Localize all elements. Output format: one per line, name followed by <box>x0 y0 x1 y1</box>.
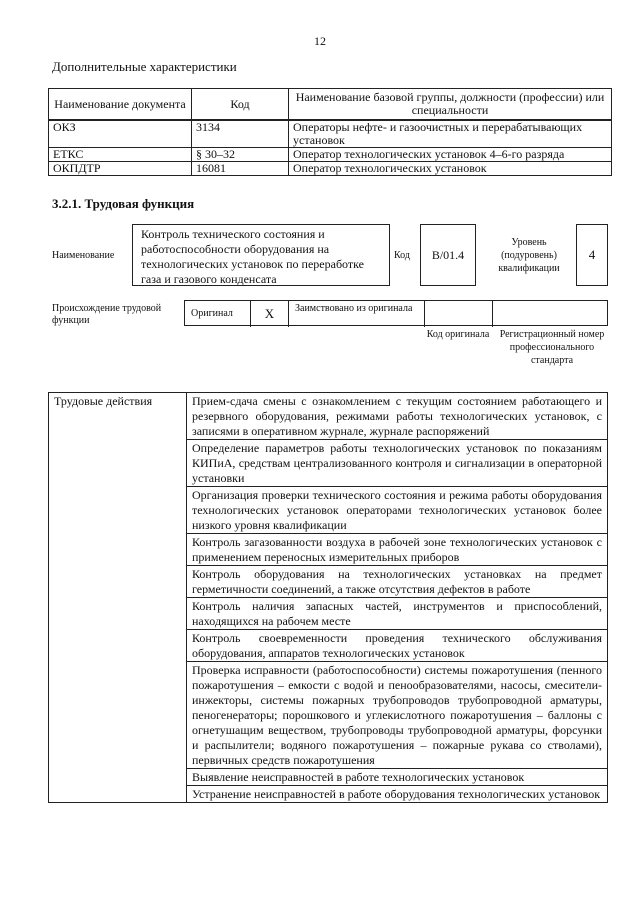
labor-action: Контроль своевременности проведения технического обслуживания оборудования, аппаратов технологических установок <box>187 630 608 662</box>
labor-action: Выявление неисправностей в работе технологических установок <box>187 769 608 786</box>
row-code: § 30–32 <box>192 148 289 162</box>
labor-action: Контроль загазованности воздуха в рабочей зоне технологических установок с применением переносных измерительных приборов <box>187 534 608 566</box>
row-doc: ЕТКС <box>49 148 192 162</box>
labor-action: Прием-сдача смены с ознакомлением с текущим состоянием работающего и резервного оборудования, режимами работы технологических установок, с записями в оперативном журнале, журнале распоряжений <box>187 393 608 440</box>
function-code-value: В/01.4 <box>420 224 476 286</box>
original-label: Оригинал <box>185 301 251 327</box>
labor-actions-table <box>48 392 608 803</box>
row-name: Оператор технологических установок 4–6-го разряда <box>289 148 612 162</box>
labor-action: Контроль наличия запасных частей, инструментов и приспособлений, находящихся на рабочем месте <box>187 598 608 630</box>
original-code-cell <box>425 301 493 327</box>
labor-action: Устранение неисправностей в работе оборудования технологических установок <box>187 786 608 803</box>
origin-row <box>184 300 608 326</box>
additional-characteristics-title: Дополнительные характеристики <box>52 59 237 74</box>
labor-action: Проверка исправности (работоспособности) системы пожаротушения (пенного пожаротушения – емкости с водой и пенообразователями, насосы, смесители-инжекторы, системы пожарных трубопроводов трубопроводной арматуры, пеногенераторы; порошкового и углекислотного пожаротушения – баллоны с огнетушащим веществом, трубопроводы трубопроводной арматуры, форсунки и распылители; водяного пожаротушения – пожарные рукава со стволами), первичных средств пожаротушения <box>187 662 608 769</box>
table-row <box>49 393 608 440</box>
origin-label: Происхождение трудовой функции <box>52 303 162 326</box>
labor-actions-label: Трудовые действия <box>49 393 187 803</box>
page-number: 12 <box>314 34 326 48</box>
labor-action: Определение параметров работы технологических установок по показаниям КИПиА, средствам централизованного контроля и сигнализации в операторной установки <box>187 440 608 487</box>
registration-number-caption: Регистрационный номер профессионального стандарта <box>499 329 605 366</box>
row-name: Оператор технологических установок <box>289 162 612 176</box>
section-title: 3.2.1. Трудовая функция <box>52 196 195 211</box>
table-row <box>49 162 612 176</box>
row-doc: ОКПДТР <box>49 162 192 176</box>
header-code: Код <box>192 89 289 121</box>
borrowed-label: Заимствовано из оригинала <box>289 301 425 327</box>
row-name: Операторы нефте- и газоочистных и перерабатывающих установок <box>289 120 612 148</box>
table-row <box>49 148 612 162</box>
function-name-label: Наименование <box>52 250 115 261</box>
qualification-level-label: Уровень (подуровень) квалификации <box>498 237 560 274</box>
labor-action: Контроль оборудования на технологических установках на предмет герметичности соединений, а также отсутствия дефектов в работе <box>187 566 608 598</box>
original-code-caption: Код оригинала <box>426 329 490 340</box>
row-doc: ОКЗ <box>49 120 192 148</box>
row-code: 3134 <box>192 120 289 148</box>
registration-number-cell <box>493 301 607 327</box>
function-code-label: Код <box>394 250 410 261</box>
qualification-level-value: 4 <box>576 224 608 286</box>
additional-characteristics-table <box>48 88 612 176</box>
header-group-name: Наименование базовой группы, должности (профессии) или специальности <box>289 89 612 121</box>
labor-action: Организация проверки технического состояния и режима работы оборудования технологических установок операторами технологических установок более низкого уровня квалификации <box>187 487 608 534</box>
function-name-value: Контроль технического состояния и работоспособности оборудования на технологических установок по переработке газа и газового конденсата <box>132 224 390 286</box>
original-mark: X <box>251 301 289 327</box>
table-row <box>49 120 612 148</box>
row-code: 16081 <box>192 162 289 176</box>
header-document: Наименование документа <box>49 89 192 121</box>
